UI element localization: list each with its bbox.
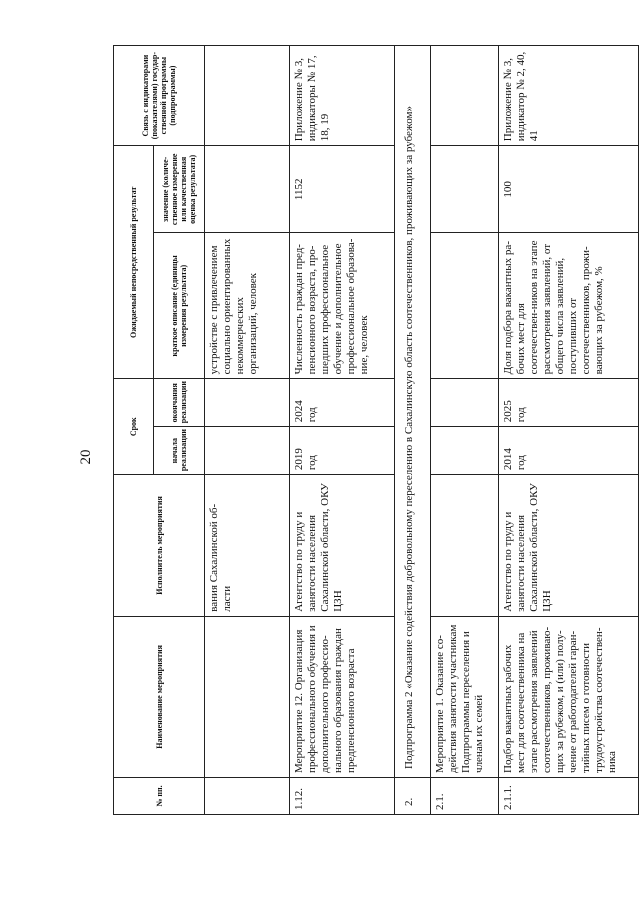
cell-desc: устройстве с привлечением социально ориентированных некоммерческих организаций, человек xyxy=(205,233,290,379)
cell-name: Мероприятие 1. Оказание со-действия занятости участникам Подпрограммы переселения и членам их семей xyxy=(431,616,499,777)
cell-desc: Доля подбора вакантных ра-бочих мест для соотечествен-ников на этапе рассмотрения заявлений, от общего числа заявлений, поступивших от соотечественников, прожи-вающих за рубежом, % xyxy=(499,233,639,379)
cell-value: 1152 xyxy=(290,146,395,233)
cell-desc: Численность граждан пред-пенсионного возраста, про-шедших профессиональное обучение и дополнительное профессиональное образова-ние, человек xyxy=(290,233,395,379)
cell-num xyxy=(205,777,290,814)
header-term-start: начала реализации xyxy=(154,427,205,475)
cell-value xyxy=(205,146,290,233)
cell-value xyxy=(431,146,499,233)
cell-end: 2024 год xyxy=(290,379,395,427)
header-expected-desc: краткое описание (единицы измерения результата) xyxy=(154,233,205,379)
measures-table xyxy=(113,45,639,815)
cell-value: 100 xyxy=(499,146,639,233)
cell-name: Подбор вакантных рабочих мест для соотечественника на этапе рассмотрения заявлений соотечественников, проживаю-щих за рубежом, и (или) полу-чение от работодателей гаран-тийных писем о готовности трудоустройства соотечествен-ника xyxy=(499,616,639,777)
cell-start: 2014 год xyxy=(499,427,639,475)
cell-num: 2.1. xyxy=(431,777,499,814)
header-term: Срок xyxy=(114,379,154,475)
cell-executor: Агентство по труду и занятости населения Сахалинской области, ОКУ ЦЗН xyxy=(290,475,395,617)
subprogram-title: Подпрограмма 2 «Оказание содействия добровольному переселению в Сахалинскую область соотечественников, проживающих за рубежом» xyxy=(395,46,431,778)
cell-executor xyxy=(431,475,499,617)
cell-executor: вания Сахалинской об-ласти xyxy=(205,475,290,617)
cell-start xyxy=(431,427,499,475)
cell-end xyxy=(431,379,499,427)
header-name: Наименование мероприятия xyxy=(114,616,205,777)
cell-executor: Агентство по труду и занятости населения Сахалинской области, ОКУ ЦЗН xyxy=(499,475,639,617)
cell-link: Приложение № 3, индикатор № 2, 40, 41 xyxy=(499,46,639,146)
header-link: Связь с индикаторами (показателями) государ-ственной программы (подпрограммы) xyxy=(114,46,205,146)
header-row xyxy=(114,46,154,815)
header-term-end: окончания реализации xyxy=(154,379,205,427)
cell-end xyxy=(205,379,290,427)
subprogram-row xyxy=(395,46,431,815)
subprogram-num: 2. xyxy=(395,777,431,814)
cell-end: 2025 год xyxy=(499,379,639,427)
table-row xyxy=(290,46,395,815)
cell-start xyxy=(205,427,290,475)
table-row xyxy=(431,46,499,815)
cell-desc xyxy=(431,233,499,379)
cell-link xyxy=(205,46,290,146)
page-number: 20 xyxy=(78,449,94,465)
cell-num: 1.12. xyxy=(290,777,395,814)
cell-name: Мероприятие 12. Организация профессионального обучения и дополнительного профессио-нального образования граждан предпенсионного возраста xyxy=(290,616,395,777)
cell-link xyxy=(431,46,499,146)
cell-num: 2.1.1. xyxy=(499,777,639,814)
header-expected: Ожидаемый непосредственный результат xyxy=(114,146,154,379)
table-row xyxy=(499,46,639,815)
cell-link: Приложение № 3, индикаторы № 17, 18, 19 xyxy=(290,46,395,146)
table-row xyxy=(205,46,290,815)
header-executor: Исполнитель мероприятия xyxy=(114,475,205,617)
header-num: № пп. xyxy=(114,777,205,814)
cell-start: 2019 год xyxy=(290,427,395,475)
cell-name xyxy=(205,616,290,777)
header-expected-value: значение (количе-ственное измерение или качественная оценка результата) xyxy=(154,146,205,233)
